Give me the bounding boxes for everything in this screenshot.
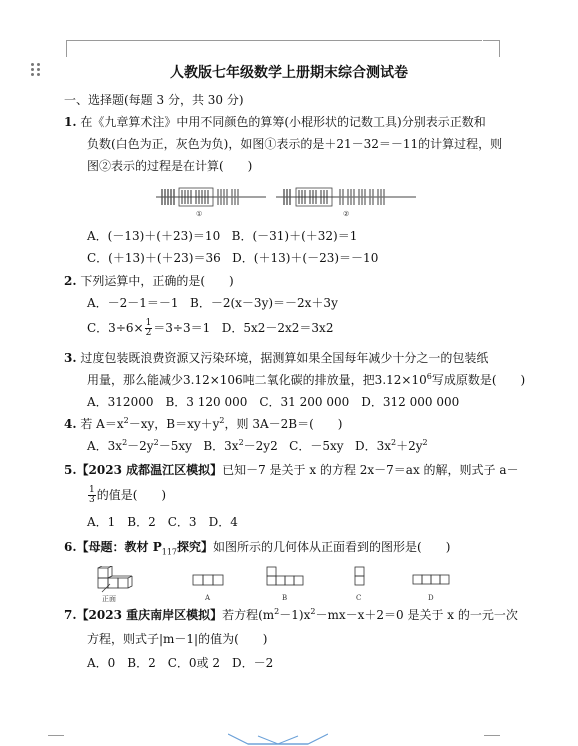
question-4-stem: 4. 若 $A=x^2-xy$，$B=xy+y^2$，则 3A－2B＝( ) <box>64 416 343 431</box>
question-1-line-2: 负数(白色为正，灰色为负)，如图①表示的是＋21－32＝－11的计算过程，则 <box>87 137 503 151</box>
page-break-arrow-icon[interactable] <box>228 732 328 746</box>
question-1-options-cd <box>87 250 378 266</box>
question-1-line-3: 图②表示的过程是在计算( ) <box>87 159 253 173</box>
document-title: 人教版七年级数学上册期末综合测试卷 <box>170 65 408 81</box>
option-d-label: D <box>428 594 434 602</box>
question-1-option-d[interactable]: D．(＋13)＋(－23)＝－10 <box>232 251 379 265</box>
option-b-view[interactable] <box>266 566 304 586</box>
question-1-options-ab <box>87 228 357 244</box>
question-4-option-a[interactable]: A．$3x^2-2y^2-5xy$ <box>87 438 192 453</box>
three-views-figure <box>96 566 476 604</box>
question-1-option-c[interactable]: C．(＋13)＋(＋23)＝36 <box>87 251 221 265</box>
question-2-option-d[interactable]: D．5x2－2x2＝3x2 <box>221 321 334 335</box>
option-a-view[interactable] <box>192 574 224 586</box>
question-2-options-ab <box>87 295 338 311</box>
question-2-option-b[interactable]: B．－2(x－3y)＝－2x＋3y <box>190 296 338 310</box>
option-c-view[interactable] <box>354 566 366 586</box>
figure-2-label: ② <box>343 210 350 218</box>
question-1-option-b[interactable]: B．(－31)＋(＋32)＝1 <box>231 229 358 243</box>
fraction-one-half: $\frac{1}{2}$ <box>145 318 152 338</box>
question-2-option-c[interactable]: C．3÷6× $\frac{1}{2}$ ＝3÷3＝1 <box>87 318 211 338</box>
page-corner-bottom-right <box>484 735 500 736</box>
question-5-stem: 5.【2023 成都温江区模拟】已知－7 是关于 x 的方程 2x－7＝ax 的解，则式子 a－ <box>64 463 519 477</box>
question-4-option-b[interactable]: B．$3x^2-2y2$ <box>203 438 278 453</box>
question-7-options[interactable]: A．0 B．2 C．0或 2 D．－2 <box>87 656 274 670</box>
question-1-line-1: 1. 在《九章算术注》中用不同颜色的算筹(小棍形状的记数工具)分别表示正数和 <box>64 115 486 129</box>
question-5-options[interactable]: A．1 B．2 C．3 D．4 <box>87 515 238 529</box>
question-7-stem: 7.【2023 重庆南岸区模拟】若方程$(m^2-1)x^2-mx-x+2=0$ 是关于 x 的一元一次 <box>64 607 518 622</box>
question-3-line-2: 用量，那么能减少3.12×106吨二氧化碳的排放量，把$3.12\times 10^6$写成原数是( ) <box>87 372 526 387</box>
figure-1-label: ① <box>196 210 203 218</box>
question-5-line-2: $\frac{1}{3}$ 的值是( ) <box>89 485 167 505</box>
section-heading: 一、选择题(每题 3 分，共 30 分) <box>64 93 244 107</box>
question-3-options[interactable]: A．312000 B．3 120 000 C．31 200 000 D．312 000 000 <box>87 395 460 409</box>
option-d-view[interactable] <box>412 574 452 586</box>
question-2-options-cd <box>87 319 333 338</box>
page-corner-top-right <box>483 40 500 57</box>
option-a-label: A <box>205 594 211 602</box>
question-2-stem: 2. 下列运算中，正确的是( ) <box>64 274 234 288</box>
counting-rods-figure-2 <box>276 186 416 210</box>
counting-rods-figure-1 <box>156 186 266 210</box>
front-view-label: 正面 <box>102 595 116 603</box>
fraction-one-third: $\frac{1}{3}$ <box>89 485 95 505</box>
option-b-label: B <box>282 594 288 602</box>
question-4-option-c[interactable]: C．－5xy <box>289 439 344 453</box>
page-corner-bottom-left <box>48 735 64 736</box>
question-4-options <box>87 438 428 454</box>
question-4-option-d[interactable]: D．$3x^2+2y^2$ <box>355 438 428 453</box>
question-1-option-a[interactable]: A．(－13)＋(＋23)＝10 <box>87 229 221 243</box>
option-c-label: C <box>356 594 362 602</box>
geometry-solid-icon <box>96 566 136 594</box>
page-top-border <box>82 40 482 41</box>
page-corner-top-left <box>66 40 83 57</box>
question-6-stem: 6.【母题：教材 $P_{117}$探究】如图所示的几何体从正面看到的图形是( ) <box>64 540 451 557</box>
question-2-option-a[interactable]: A．－2－1＝－1 <box>87 296 179 310</box>
question-3-line-1: 3. 过度包装既浪费资源又污染环境，据测算如果全国每年减少十分之一的包装纸 <box>64 351 489 365</box>
question-7-line-2: 方程，则式子|m－1|的值为( ) <box>87 632 268 646</box>
